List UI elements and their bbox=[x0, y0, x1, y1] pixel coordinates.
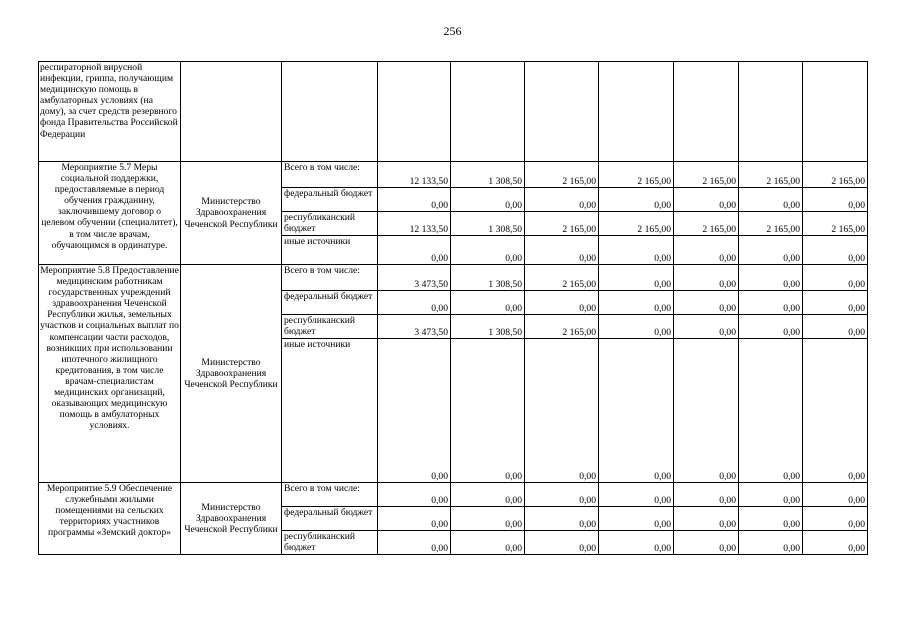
activity-cell: респираторной вирусной инфекции, гриппа, получающим медицинскую помощь в амбулаторных условиях (на дому), за счет средств резервного фонда Правительства Российской Федерации bbox=[39, 62, 181, 162]
empty-cell bbox=[451, 62, 525, 162]
amount-cell: 0,00 bbox=[674, 291, 739, 315]
amount-cell: 0,00 bbox=[599, 507, 674, 531]
amount-cell: 2 165,00 bbox=[739, 212, 803, 236]
activity-cell: Мероприятие 5.9 Обеспечение служебными жилыми помещениями на сельских территориях участников программы «Земский доктор» bbox=[39, 483, 181, 555]
funding-source-cell: иные источники bbox=[282, 236, 378, 265]
amount-cell: 0,00 bbox=[739, 236, 803, 265]
funding-source-cell: федеральный бюджет bbox=[282, 507, 378, 531]
amount-cell: 0,00 bbox=[451, 339, 525, 483]
amount-cell: 0,00 bbox=[739, 265, 803, 291]
funding-source-cell: республиканский бюджет bbox=[282, 531, 378, 555]
amount-cell: 0,00 bbox=[599, 236, 674, 265]
amount-cell: 2 165,00 bbox=[525, 162, 599, 188]
amount-cell: 0,00 bbox=[739, 315, 803, 339]
amount-cell: 0,00 bbox=[674, 265, 739, 291]
amount-cell: 0,00 bbox=[525, 531, 599, 555]
amount-cell: 2 165,00 bbox=[525, 212, 599, 236]
amount-cell: 0,00 bbox=[739, 291, 803, 315]
amount-cell: 0,00 bbox=[525, 291, 599, 315]
page-number: 256 bbox=[443, 24, 462, 38]
amount-cell: 0,00 bbox=[674, 315, 739, 339]
empty-cell bbox=[674, 62, 739, 162]
empty-cell bbox=[599, 62, 674, 162]
amount-cell: 0,00 bbox=[803, 531, 868, 555]
amount-cell: 1 308,50 bbox=[451, 315, 525, 339]
amount-cell: 0,00 bbox=[803, 483, 868, 507]
amount-cell: 0,00 bbox=[739, 188, 803, 212]
amount-cell: 2 165,00 bbox=[674, 162, 739, 188]
amount-cell: 0,00 bbox=[739, 507, 803, 531]
funding-source-cell: Всего в том числе: bbox=[282, 162, 378, 188]
amount-cell: 0,00 bbox=[599, 483, 674, 507]
amount-cell: 3 473,50 bbox=[378, 315, 451, 339]
table-body bbox=[39, 62, 868, 555]
table-row bbox=[39, 265, 868, 291]
executor-cell: Министерство Здравоохранения Чеченской Республики bbox=[181, 265, 282, 483]
empty-cell bbox=[803, 62, 868, 162]
amount-cell: 2 165,00 bbox=[525, 265, 599, 291]
amount-cell: 0,00 bbox=[599, 291, 674, 315]
amount-cell: 2 165,00 bbox=[674, 212, 739, 236]
amount-cell: 0,00 bbox=[803, 315, 868, 339]
funding-source-cell: республиканский бюджет bbox=[282, 315, 378, 339]
empty-cell bbox=[739, 62, 803, 162]
amount-cell: 0,00 bbox=[599, 339, 674, 483]
amount-cell: 2 165,00 bbox=[525, 315, 599, 339]
amount-cell: 0,00 bbox=[525, 339, 599, 483]
amount-cell: 0,00 bbox=[599, 265, 674, 291]
executor-cell: Министерство Здравоохранения Чеченской Республики bbox=[181, 162, 282, 265]
amount-cell: 0,00 bbox=[803, 188, 868, 212]
table-row bbox=[39, 483, 868, 507]
table-row bbox=[39, 62, 868, 162]
amount-cell: 1 308,50 bbox=[451, 265, 525, 291]
funding-source-cell: республиканский бюджет bbox=[282, 212, 378, 236]
amount-cell: 1 308,50 bbox=[451, 212, 525, 236]
amount-cell: 0,00 bbox=[378, 236, 451, 265]
amount-cell: 0,00 bbox=[378, 483, 451, 507]
amount-cell: 0,00 bbox=[674, 339, 739, 483]
empty-cell bbox=[181, 62, 282, 162]
amount-cell: 0,00 bbox=[674, 483, 739, 507]
amount-cell: 2 165,00 bbox=[599, 212, 674, 236]
funding-source-cell: федеральный бюджет bbox=[282, 188, 378, 212]
amount-cell: 0,00 bbox=[451, 188, 525, 212]
amount-cell: 0,00 bbox=[451, 291, 525, 315]
executor-cell: Министерство Здравоохранения Чеченской Республики bbox=[181, 483, 282, 555]
amount-cell: 0,00 bbox=[739, 483, 803, 507]
amount-cell: 0,00 bbox=[803, 236, 868, 265]
amount-cell: 0,00 bbox=[451, 236, 525, 265]
amount-cell: 0,00 bbox=[525, 236, 599, 265]
amount-cell: 3 473,50 bbox=[378, 265, 451, 291]
amount-cell: 0,00 bbox=[378, 531, 451, 555]
empty-cell bbox=[525, 62, 599, 162]
activity-cell: Мероприятие 5.7 Меры социальной поддержки, предоставляемые в период обучения гражданину, заключившему договор о целевом обучении (специалитет), в том числе врачам, обучающимся в ординатуре. bbox=[39, 162, 181, 265]
empty-cell bbox=[378, 62, 451, 162]
amount-cell: 0,00 bbox=[378, 339, 451, 483]
amount-cell: 0,00 bbox=[525, 507, 599, 531]
amount-cell: 0,00 bbox=[599, 315, 674, 339]
amount-cell: 0,00 bbox=[674, 531, 739, 555]
amount-cell: 0,00 bbox=[378, 507, 451, 531]
amount-cell: 0,00 bbox=[451, 531, 525, 555]
amount-cell: 0,00 bbox=[739, 339, 803, 483]
amount-cell: 12 133,50 bbox=[378, 162, 451, 188]
amount-cell: 0,00 bbox=[525, 483, 599, 507]
empty-cell bbox=[282, 62, 378, 162]
amount-cell: 0,00 bbox=[803, 291, 868, 315]
amount-cell: 0,00 bbox=[451, 507, 525, 531]
amount-cell: 2 165,00 bbox=[803, 162, 868, 188]
amount-cell: 12 133,50 bbox=[378, 212, 451, 236]
amount-cell: 2 165,00 bbox=[599, 162, 674, 188]
activity-cell: Мероприятие 5.8 Предоставление медицинским работникам государственных учреждений здравоохранения Чеченской Республики жилья, земельных участков и социальных выплат по компенсации части расходов, возникших при использовании ипотечного жилищного кредитования, в том числе врачам-специалистам медицинских организаций, оказывающих медицинскую помощь в амбулаторных условиях. bbox=[39, 265, 181, 483]
amount-cell: 0,00 bbox=[803, 265, 868, 291]
funding-source-cell: Всего в том числе: bbox=[282, 265, 378, 291]
amount-cell: 0,00 bbox=[378, 291, 451, 315]
amount-cell: 1 308,50 bbox=[451, 162, 525, 188]
table-row bbox=[39, 162, 868, 188]
amount-cell: 0,00 bbox=[599, 531, 674, 555]
amount-cell: 0,00 bbox=[674, 236, 739, 265]
amount-cell: 0,00 bbox=[599, 188, 674, 212]
amount-cell: 0,00 bbox=[525, 188, 599, 212]
amount-cell: 0,00 bbox=[739, 531, 803, 555]
amount-cell: 0,00 bbox=[451, 483, 525, 507]
funding-source-cell: Всего в том числе: bbox=[282, 483, 378, 507]
amount-cell: 2 165,00 bbox=[739, 162, 803, 188]
amount-cell: 0,00 bbox=[803, 339, 868, 483]
funding-source-cell: иные источники bbox=[282, 339, 378, 483]
amount-cell: 0,00 bbox=[674, 188, 739, 212]
amount-cell: 0,00 bbox=[674, 507, 739, 531]
amount-cell: 0,00 bbox=[378, 188, 451, 212]
funding-source-cell: федеральный бюджет bbox=[282, 291, 378, 315]
amount-cell: 2 165,00 bbox=[803, 212, 868, 236]
funding-table bbox=[38, 61, 868, 555]
amount-cell: 0,00 bbox=[803, 507, 868, 531]
